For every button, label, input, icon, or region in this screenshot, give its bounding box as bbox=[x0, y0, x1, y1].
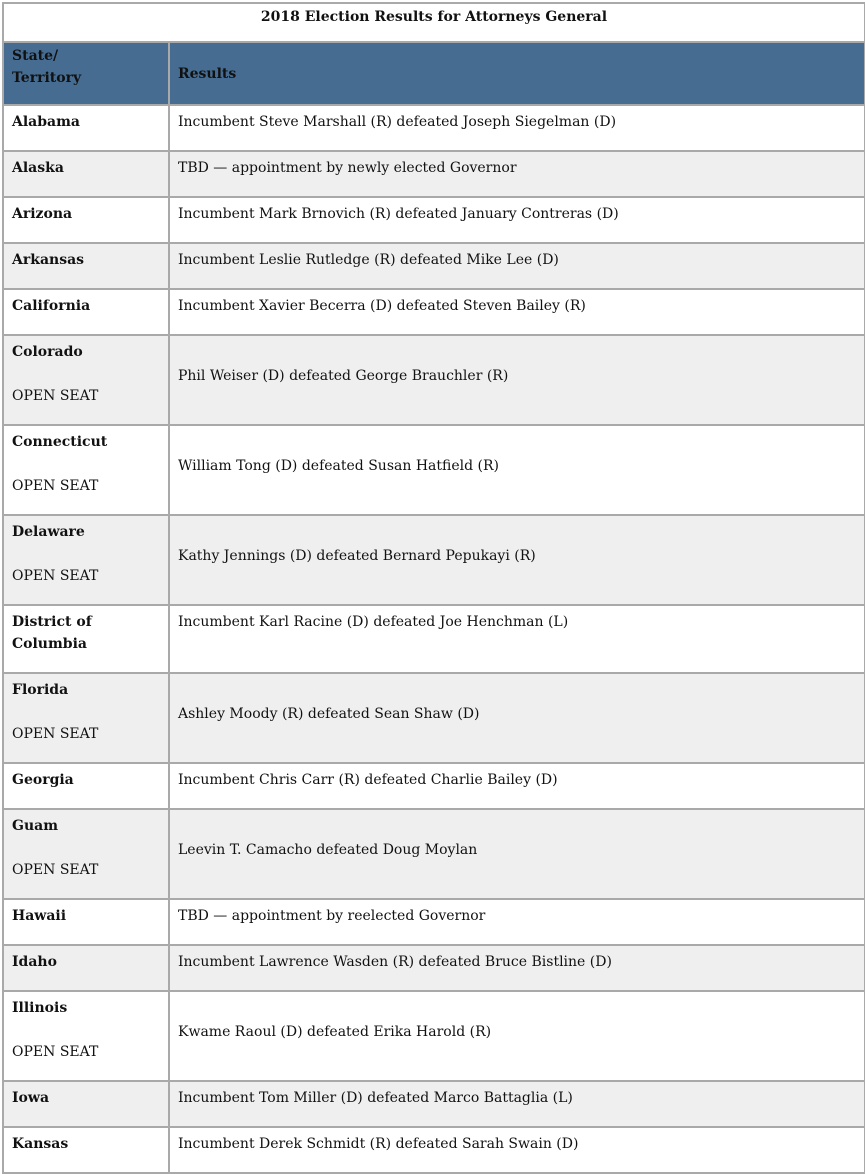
table-row bbox=[3, 763, 865, 809]
state-name: Arizona bbox=[12, 206, 73, 222]
state-cell bbox=[3, 1081, 169, 1127]
state-cell bbox=[3, 991, 169, 1081]
result-cell: TBD — appointment by newly elected Governor bbox=[169, 151, 865, 197]
table-row bbox=[3, 335, 865, 425]
table-row bbox=[3, 1127, 865, 1173]
state-name: Iowa bbox=[12, 1090, 50, 1106]
state-cell bbox=[3, 243, 169, 289]
result-cell: Kwame Raoul (D) defeated Erika Harold (R) bbox=[169, 991, 865, 1081]
result-cell: Kathy Jennings (D) defeated Bernard Pepukayi (R) bbox=[169, 515, 865, 605]
table-row bbox=[3, 899, 865, 945]
election-results-table bbox=[2, 2, 865, 1174]
table-row bbox=[3, 1081, 865, 1127]
state-name: Georgia bbox=[12, 772, 74, 788]
state-name: Alabama bbox=[12, 114, 80, 130]
result-cell: TBD — appointment by reelected Governor bbox=[169, 899, 865, 945]
result-cell: Incumbent Derek Schmidt (R) defeated Sarah Swain (D) bbox=[169, 1127, 865, 1173]
open-seat-label: OPEN SEAT bbox=[12, 726, 99, 742]
open-seat-label: OPEN SEAT bbox=[12, 1044, 99, 1060]
header-state-label: State/ Territory bbox=[12, 48, 82, 86]
table-title: 2018 Election Results for Attorneys General bbox=[3, 3, 865, 42]
result-cell: William Tong (D) defeated Susan Hatfield (R) bbox=[169, 425, 865, 515]
state-name: Arkansas bbox=[12, 252, 85, 268]
table-row bbox=[3, 809, 865, 899]
open-seat-label: OPEN SEAT bbox=[12, 862, 99, 878]
result-cell: Phil Weiser (D) defeated George Brauchler (R) bbox=[169, 335, 865, 425]
state-cell bbox=[3, 289, 169, 335]
table-row bbox=[3, 515, 865, 605]
table-row bbox=[3, 197, 865, 243]
result-cell: Incumbent Leslie Rutledge (R) defeated Mike Lee (D) bbox=[169, 243, 865, 289]
state-name: District of Columbia bbox=[12, 614, 92, 652]
state-name: Alaska bbox=[12, 160, 64, 176]
result-cell: Incumbent Lawrence Wasden (R) defeated Bruce Bistline (D) bbox=[169, 945, 865, 991]
state-cell bbox=[3, 151, 169, 197]
state-cell bbox=[3, 425, 169, 515]
state-name: California bbox=[12, 298, 91, 314]
open-seat-label: OPEN SEAT bbox=[12, 568, 99, 584]
table-row bbox=[3, 289, 865, 335]
state-name: Guam bbox=[12, 818, 59, 834]
result-cell: Incumbent Chris Carr (R) defeated Charlie Bailey (D) bbox=[169, 763, 865, 809]
table-row bbox=[3, 945, 865, 991]
state-cell bbox=[3, 515, 169, 605]
state-name: Colorado bbox=[12, 344, 83, 360]
table-row bbox=[3, 151, 865, 197]
table-row bbox=[3, 425, 865, 515]
table-row bbox=[3, 243, 865, 289]
result-cell: Incumbent Tom Miller (D) defeated Marco Battaglia (L) bbox=[169, 1081, 865, 1127]
state-cell bbox=[3, 335, 169, 425]
state-name: Idaho bbox=[12, 954, 57, 970]
state-name: Delaware bbox=[12, 524, 85, 540]
state-name: Connecticut bbox=[12, 434, 108, 450]
header-state bbox=[3, 42, 169, 105]
table-title-row bbox=[3, 3, 865, 42]
result-cell: Leevin T. Camacho defeated Doug Moylan bbox=[169, 809, 865, 899]
table-row bbox=[3, 605, 865, 673]
state-cell bbox=[3, 605, 169, 673]
state-cell bbox=[3, 197, 169, 243]
state-name: Hawaii bbox=[12, 908, 67, 924]
open-seat-label: OPEN SEAT bbox=[12, 478, 99, 494]
state-cell bbox=[3, 105, 169, 151]
table-header-row bbox=[3, 42, 865, 105]
state-cell bbox=[3, 899, 169, 945]
state-cell bbox=[3, 1127, 169, 1173]
result-cell: Incumbent Xavier Becerra (D) defeated Steven Bailey (R) bbox=[169, 289, 865, 335]
table-row bbox=[3, 673, 865, 763]
open-seat-label: OPEN SEAT bbox=[12, 388, 99, 404]
result-cell: Incumbent Mark Brnovich (R) defeated January Contreras (D) bbox=[169, 197, 865, 243]
result-cell: Incumbent Steve Marshall (R) defeated Joseph Siegelman (D) bbox=[169, 105, 865, 151]
state-cell bbox=[3, 763, 169, 809]
result-cell: Ashley Moody (R) defeated Sean Shaw (D) bbox=[169, 673, 865, 763]
state-name: Florida bbox=[12, 682, 69, 698]
state-name: Illinois bbox=[12, 1000, 68, 1016]
state-name: Kansas bbox=[12, 1136, 69, 1152]
header-results: Results bbox=[169, 42, 865, 105]
state-cell bbox=[3, 809, 169, 899]
table-body bbox=[3, 105, 865, 1173]
state-cell bbox=[3, 945, 169, 991]
table-row bbox=[3, 991, 865, 1081]
table-row bbox=[3, 105, 865, 151]
result-cell: Incumbent Karl Racine (D) defeated Joe Henchman (L) bbox=[169, 605, 865, 673]
state-cell bbox=[3, 673, 169, 763]
